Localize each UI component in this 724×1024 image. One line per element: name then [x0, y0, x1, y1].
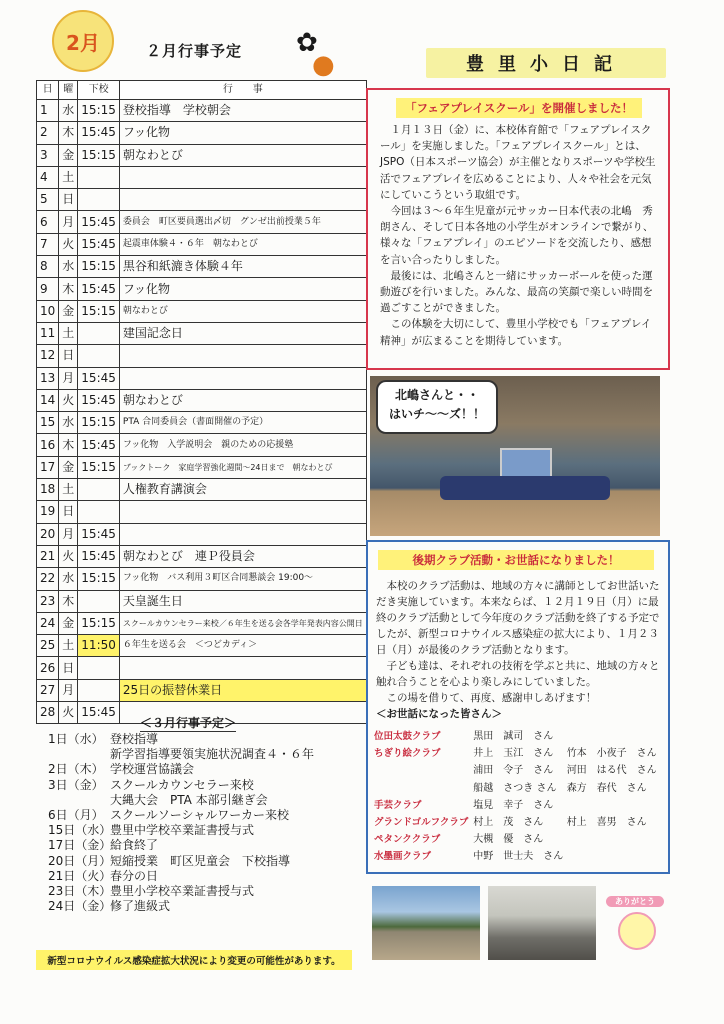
table-row — [37, 345, 367, 367]
instructor-name: 船越 さつき さん — [473, 782, 557, 794]
table-row — [37, 100, 367, 122]
speech-bubble — [376, 380, 498, 434]
instructor-name: 村上 茂 さん — [473, 817, 544, 829]
day-cell: 17 — [37, 456, 59, 478]
dismissal-cell: 15:45 — [78, 233, 120, 255]
dow-cell: 金 — [59, 456, 78, 478]
table-row — [37, 278, 367, 300]
flower-icon: ✿ — [296, 28, 318, 58]
table-row — [37, 568, 367, 590]
dow-cell: 水 — [59, 568, 78, 590]
dismissal-cell: 15:45 — [78, 211, 120, 233]
bubble-line2: はいチ～～ズ！！ — [388, 407, 485, 421]
instructor-name: 河田 はる代 さん — [566, 765, 657, 777]
day-cell: 20 — [37, 523, 59, 545]
march-date: 21日（火） — [48, 868, 112, 883]
march-date: 24日（金） — [48, 899, 112, 914]
table-row — [37, 233, 367, 255]
paragraph: 子ども達は、それぞれの技術を学ぶと共に、地域の方々と触れ合うことを心より楽しみにしていました。 — [376, 660, 660, 688]
paragraph: 本校のクラブ活動は、地域の方々に講師としてお世話いただき実施しています。本来ならば、１２月１９日（月）に最終のクラブ活動として今年度のクラブ活動を終了する予定でしたが、新型コロナウイルス感染症の拡大により、１月２３日（月）が最後のクラブ活動となります。 — [376, 580, 660, 656]
event-cell: フッ化物 入学説明会 親のための応援塾 — [119, 434, 366, 456]
dismissal-cell: 15:45 — [78, 278, 120, 300]
event-cell: 建国記念日 — [119, 322, 366, 344]
day-cell: 28 — [37, 702, 59, 724]
dow-cell: 月 — [59, 367, 78, 389]
club-name — [374, 762, 473, 779]
club-row — [374, 762, 664, 779]
club-name: ペタンククラブ — [374, 834, 441, 846]
dismissal-cell: 11:50 — [78, 635, 120, 657]
day-cell: 21 — [37, 545, 59, 567]
march-item — [48, 823, 314, 838]
instructor-name: 黒田 誠司 さん — [473, 731, 554, 742]
instructor-name: 塩見 幸子 さん — [473, 799, 554, 811]
table-row — [37, 501, 367, 523]
dow-cell: 水 — [59, 100, 78, 122]
march-event: 修了進級式 — [110, 899, 171, 914]
day-cell: 15 — [37, 412, 59, 434]
club-name: 位田太鼓クラブ — [374, 731, 441, 742]
table-row — [37, 434, 367, 456]
table-row — [37, 523, 367, 545]
instructor-name: 森方 春代 さん — [566, 782, 647, 794]
dow-cell: 日 — [59, 657, 78, 679]
table-row — [37, 657, 367, 679]
dow-cell: 土 — [59, 479, 78, 501]
club-article — [366, 540, 670, 874]
march-item — [48, 732, 314, 747]
table-row — [37, 456, 367, 478]
club-name — [374, 780, 473, 797]
dow-cell: 月 — [59, 679, 78, 701]
march-event: 豊里中学校卒業証書授与式 — [110, 823, 255, 838]
table-row — [37, 144, 367, 166]
club-row — [374, 780, 664, 797]
march-item — [48, 854, 314, 869]
dismissal-cell: 15:15 — [78, 568, 120, 590]
march-event: 学校運営協議会 — [110, 762, 195, 777]
dismissal-cell: 15:15 — [78, 100, 120, 122]
day-cell: 12 — [37, 345, 59, 367]
event-cell — [119, 367, 366, 389]
dismissal-cell: 15:45 — [78, 702, 120, 724]
event-cell: 起震車体験４・６年 朝なわとび — [119, 233, 366, 255]
day-cell: 11 — [37, 322, 59, 344]
dismissal-cell — [78, 166, 120, 188]
event-cell: 天皇誕生日 — [119, 590, 366, 612]
day-cell: 8 — [37, 256, 59, 278]
club-row — [374, 831, 664, 848]
paragraph: 今回は３～６年生児童が元サッカー日本代表の北嶋 秀朗さん、そして日本各地の小学生がオンラインで繋がり、様々な「フェアプレイ」のエピソードを交流したり、感想を言い合ったりしました。 — [380, 205, 654, 266]
club-row — [374, 848, 664, 865]
march-item — [48, 838, 314, 853]
header-event: 行 事 — [119, 81, 366, 100]
dow-cell: 日 — [59, 345, 78, 367]
dow-cell: 土 — [59, 166, 78, 188]
march-item — [48, 778, 314, 793]
event-cell: スクールカウンセラー来校／６年生を送る会各学年発表内容公開日 — [119, 612, 366, 634]
dismissal-cell: 15:15 — [78, 144, 120, 166]
club-name: グランドゴルフクラブ — [374, 817, 469, 829]
instructor-name: 村上 喜男 さん — [566, 817, 647, 829]
header-day: 日 — [37, 81, 59, 100]
day-cell: 16 — [37, 434, 59, 456]
dow-cell: 日 — [59, 189, 78, 211]
dismissal-cell: 15:45 — [78, 545, 120, 567]
march-event: 給食終了 — [110, 838, 159, 853]
march-event: 新学習指導要領実施状況調査４・６年 — [110, 747, 315, 762]
newsletter-banner: 豊里小日記 — [426, 48, 666, 78]
event-cell: フッ化物 — [119, 122, 366, 144]
fairplay-article — [366, 88, 670, 370]
day-cell: 6 — [37, 211, 59, 233]
march-item — [48, 808, 314, 823]
club-name: ちぎり絵クラブ — [374, 748, 441, 760]
fairplay-article-body — [380, 122, 660, 349]
day-cell: 3 — [37, 144, 59, 166]
march-event: 豊里小学校卒業証書授与式 — [110, 884, 255, 899]
club-row — [374, 745, 664, 762]
dismissal-cell — [78, 345, 120, 367]
event-cell: 朝なわとび — [119, 389, 366, 411]
march-event: スクールカウンセラー来校 — [110, 777, 254, 792]
classroom-photo — [488, 886, 596, 960]
dow-cell: 金 — [59, 144, 78, 166]
instructor-name — [567, 797, 664, 814]
table-row — [37, 122, 367, 144]
dismissal-cell: 15:15 — [78, 456, 120, 478]
day-cell: 4 — [37, 166, 59, 188]
day-cell: 24 — [37, 612, 59, 634]
fairplay-article-title: 「フェアプレイスクール」を開催しました！ — [396, 98, 642, 118]
dow-cell: 水 — [59, 412, 78, 434]
day-cell: 9 — [37, 278, 59, 300]
instructor-name: 竹本 小夜子 さん — [566, 748, 657, 760]
march-date: 1日（水） — [48, 732, 104, 746]
event-cell — [119, 166, 366, 188]
day-cell: 10 — [37, 300, 59, 322]
table-header-row — [37, 81, 367, 100]
dismissal-cell: 15:45 — [78, 367, 120, 389]
day-cell: 26 — [37, 657, 59, 679]
pumpkin-icon: ● — [312, 50, 335, 80]
march-date: 15日（水） — [48, 823, 112, 838]
paragraph: 最後には、北嶋さんと一緒にサッカーボールを使った運動遊びを行いました。みんな、最高の笑顔で楽しい時間を過ごすことができました。 — [380, 269, 653, 315]
dismissal-cell — [78, 590, 120, 612]
table-row — [37, 679, 367, 701]
paragraph: この体験を大切にして、豊里小学校でも「フェアプレイ精神」が広まることを期待しています。 — [380, 318, 652, 347]
event-cell: フッ化物 バス利用３町区合同懇談会 19:00～ — [119, 568, 366, 590]
day-cell: 27 — [37, 679, 59, 701]
day-cell: 18 — [37, 479, 59, 501]
event-cell: 朝なわとび 連Ｐ役員会 — [119, 545, 366, 567]
sticker-label: ありがとう — [606, 896, 664, 907]
table-row — [37, 367, 367, 389]
day-cell: 13 — [37, 367, 59, 389]
day-cell: 22 — [37, 568, 59, 590]
smiley-icon — [618, 912, 656, 950]
dismissal-cell: 15:45 — [78, 434, 120, 456]
event-cell: 委員会 町区要員選出〆切 グンゼ出前授業５年 — [119, 211, 366, 233]
instructor-name — [567, 728, 664, 745]
dismissal-cell — [78, 679, 120, 701]
dow-cell: 金 — [59, 300, 78, 322]
month-badge: 2月 — [52, 10, 114, 72]
day-cell: 23 — [37, 590, 59, 612]
dow-cell: 木 — [59, 434, 78, 456]
event-cell — [119, 657, 366, 679]
dismissal-cell — [78, 479, 120, 501]
club-row — [374, 728, 664, 745]
event-cell — [119, 189, 366, 211]
event-cell — [119, 501, 366, 523]
day-cell: 5 — [37, 189, 59, 211]
club-article-title: 後期クラブ活動・お世話になりました！ — [378, 550, 654, 570]
event-cell: ６年生を送る会 ＜つどカディ＞ — [119, 635, 366, 657]
paragraph: １月１３日（金）に、本校体育館で「フェアプレイスクール」を実施しました。「フェアプレイスクール」とは、JSPO（日本スポーツ協会）が主催となりスポーツや学校生活でフェアプレイを広めることにより、人々や社会を元気にしていこうという取組です。 — [380, 124, 656, 201]
march-event: 大縄大会 PTA 本部引継ぎ会 — [110, 792, 268, 807]
dow-cell: 日 — [59, 501, 78, 523]
march-event: 短縮授業 町区児童会 下校指導 — [110, 853, 291, 868]
march-item — [48, 884, 314, 899]
march-date: 20日（月） — [48, 853, 112, 868]
dismissal-cell: 15:15 — [78, 612, 120, 634]
table-row — [37, 412, 367, 434]
day-cell: 1 — [37, 100, 59, 122]
day-cell: 19 — [37, 501, 59, 523]
dismissal-cell: 15:15 — [78, 300, 120, 322]
march-event: 春分の日 — [110, 868, 159, 883]
dismissal-cell — [78, 501, 120, 523]
march-item — [48, 793, 314, 808]
dismissal-cell: 15:45 — [78, 389, 120, 411]
march-schedule-list — [48, 732, 314, 914]
march-date — [48, 747, 110, 762]
march-date: 17日（金） — [48, 838, 112, 853]
club-instructor-list — [374, 728, 664, 866]
event-cell: 黒谷和紙漉き体験４年 — [119, 256, 366, 278]
table-row — [37, 300, 367, 322]
table-row — [37, 635, 367, 657]
february-calendar-table — [36, 80, 367, 724]
dismissal-cell — [78, 189, 120, 211]
event-cell: 登校指導 学校朝会 — [119, 100, 366, 122]
dow-cell: 火 — [59, 545, 78, 567]
march-date: 2日（木） — [48, 762, 104, 777]
march-date: 3日（金） — [48, 777, 104, 792]
dow-cell: 土 — [59, 322, 78, 344]
bubble-line1: 北嶋さんと・・ — [394, 388, 479, 402]
student-crowd — [440, 476, 610, 500]
dismissal-cell — [78, 657, 120, 679]
club-row — [374, 814, 664, 831]
field-photo — [372, 886, 480, 960]
dow-cell: 火 — [59, 389, 78, 411]
table-row — [37, 166, 367, 188]
table-row — [37, 545, 367, 567]
dow-cell: 土 — [59, 635, 78, 657]
event-cell: 朝なわとび — [119, 144, 366, 166]
club-row — [374, 797, 664, 814]
event-cell — [119, 523, 366, 545]
march-item — [48, 899, 314, 914]
dismissal-cell: 15:45 — [78, 122, 120, 144]
event-cell: フッ化物 — [119, 278, 366, 300]
dismissal-cell: 15:15 — [78, 256, 120, 278]
club-name: 水墨画クラブ — [374, 851, 432, 863]
dow-cell: 火 — [59, 233, 78, 255]
march-event: スクールソーシャルワーカー来校 — [110, 808, 290, 823]
header-dismissal: 下校 — [78, 81, 120, 100]
paragraph: この場を借りて、再度、感謝申しあげます！ — [386, 692, 597, 704]
march-item — [48, 869, 314, 884]
instructor-name: 中野 世士夫 さん — [473, 851, 564, 863]
covid-notice: 新型コロナウイルス感染症拡大状況により変更の可能性があります。 — [36, 950, 352, 970]
dow-cell: 木 — [59, 278, 78, 300]
dismissal-cell: 15:15 — [78, 412, 120, 434]
march-item — [48, 747, 314, 762]
instructor-name — [567, 831, 664, 848]
dow-cell: 月 — [59, 523, 78, 545]
club-name: 手芸クラブ — [374, 799, 422, 811]
day-cell: 2 — [37, 122, 59, 144]
day-cell: 25 — [37, 635, 59, 657]
instructor-name: 大槻 優 さん — [473, 834, 544, 846]
march-date: 23日（木） — [48, 884, 112, 899]
table-row — [37, 189, 367, 211]
page-title: ２月行事予定 — [146, 42, 243, 60]
march-date: 6日（月） — [48, 808, 104, 823]
day-cell: 7 — [37, 233, 59, 255]
march-event: 登校指導 — [110, 732, 159, 746]
thanks-label: ＜お世話になった皆さん＞ — [376, 708, 502, 720]
dow-cell: 月 — [59, 211, 78, 233]
table-row — [37, 389, 367, 411]
table-row — [37, 256, 367, 278]
table-row — [37, 590, 367, 612]
event-cell: 人権教育講演会 — [119, 479, 366, 501]
table-row — [37, 322, 367, 344]
dow-cell: 水 — [59, 256, 78, 278]
thank-you-sticker — [606, 896, 664, 958]
march-item — [48, 762, 314, 777]
instructor-name — [567, 848, 664, 865]
event-cell: 朝なわとび — [119, 300, 366, 322]
event-cell: 25日の振替休業日 — [119, 679, 366, 701]
club-article-body — [376, 578, 662, 722]
dow-cell: 木 — [59, 122, 78, 144]
march-date — [48, 793, 110, 808]
event-cell: PTA 合同委員会（書面開催の予定） — [119, 412, 366, 434]
header-dow: 曜 — [59, 81, 78, 100]
march-title: ＜３月行事予定＞ — [140, 716, 237, 730]
table-row — [37, 211, 367, 233]
dow-cell: 火 — [59, 702, 78, 724]
dow-cell: 金 — [59, 612, 78, 634]
instructor-name: 浦田 令子 さん — [473, 765, 554, 777]
gym-group-photo — [370, 376, 660, 536]
day-cell: 14 — [37, 389, 59, 411]
event-cell — [119, 345, 366, 367]
event-cell: ブックトーク 家庭学習強化週間～24日まで 朝なわとび — [119, 456, 366, 478]
dismissal-cell: 15:45 — [78, 523, 120, 545]
dow-cell: 木 — [59, 590, 78, 612]
table-row — [37, 479, 367, 501]
instructor-name: 井上 玉江 さん — [473, 748, 554, 760]
table-row — [37, 612, 367, 634]
dismissal-cell — [78, 322, 120, 344]
